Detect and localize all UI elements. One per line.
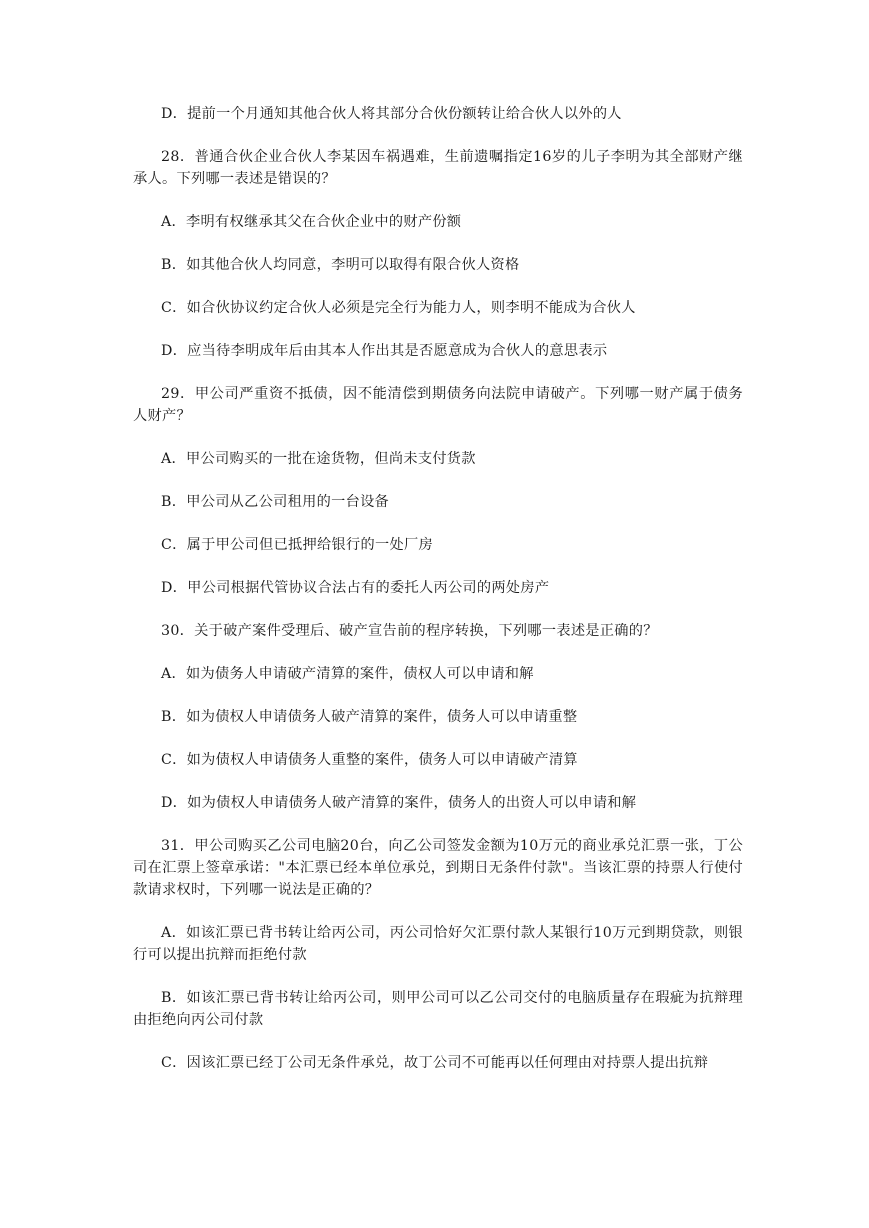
option-29-b: B．甲公司从乙公司租用的一台设备 <box>161 494 390 510</box>
question-30: 30．关于破产案件受理后、破产宣告前的程序转换，下列哪一表述是正确的？ <box>161 623 658 639</box>
option-29-c: C．属于甲公司但已抵押给银行的一处厂房 <box>161 537 433 553</box>
option-28-a: A．李明有权继承其父在合伙企业中的财产份额 <box>161 214 462 230</box>
option-30-d: D．如为债权人申请债务人破产清算的案件，债务人的出资人可以申请和解 <box>161 795 637 811</box>
question-31: 31．甲公司购买乙公司电脑20台，向乙公司签发金额为10万元的商业承兑汇票一张，丁公司在汇票上签章承诺："本汇票已经本单位承兑，到期日无条件付款"。当该汇票的持票人行使付款请求权时，下列哪一说法是正确的？ <box>133 838 743 898</box>
question-28: 28．普通合伙企业合伙人李某因车祸遇难，生前遗嘱指定16岁的儿子李明为其全部财产继承人。下列哪一表述是错误的？ <box>133 149 743 187</box>
question-29: 29．甲公司严重资不抵债，因不能清偿到期债务向法院申请破产。下列哪一财产属于债务人财产？ <box>133 386 743 424</box>
option-31-b: B．如该汇票已背书转让给丙公司，则甲公司可以乙公司交付的电脑质量存在瑕疵为抗辩理由拒绝向丙公司付款 <box>133 990 743 1028</box>
option-28-d: D．应当待李明成年后由其本人作出其是否愿意成为合伙人的意思表示 <box>161 343 608 359</box>
option-31-a: A．如该汇票已背书转让给丙公司，丙公司恰好欠汇票付款人某银行10万元到期贷款，则银行可以提出抗辩而拒绝付款 <box>133 925 743 963</box>
option-28-c: C．如合伙协议约定合伙人必须是完全行为能力人，则李明不能成为合伙人 <box>161 300 636 316</box>
document-page <box>133 90 743 1074</box>
option-30-c: C．如为债权人申请债务人重整的案件，债务人可以申请破产清算 <box>161 752 578 768</box>
option-30-a: A．如为债务人申请破产清算的案件，债权人可以申请和解 <box>161 666 534 682</box>
option-28-b: B．如其他合伙人均同意，李明可以取得有限合伙人资格 <box>161 257 520 273</box>
option-27-d: D．提前一个月通知其他合伙人将其部分合伙份额转让给合伙人以外的人 <box>161 106 622 122</box>
option-31-c: C．因该汇票已经丁公司无条件承兑，故丁公司不可能再以任何理由对持票人提出抗辩 <box>161 1055 709 1071</box>
option-29-a: A．甲公司购买的一批在途货物，但尚未支付货款 <box>161 451 476 467</box>
option-30-b: B．如为债权人申请债务人破产清算的案件，债务人可以申请重整 <box>161 709 578 725</box>
option-29-d: D．甲公司根据代管协议合法占有的委托人丙公司的两处房产 <box>161 580 550 596</box>
